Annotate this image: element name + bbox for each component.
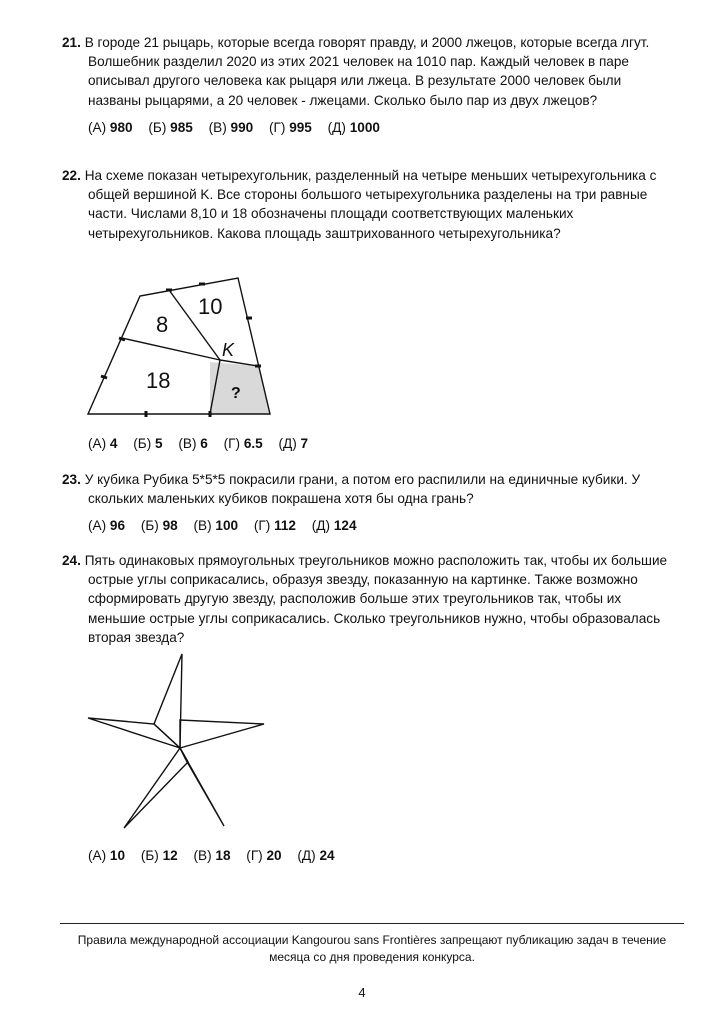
problem-24: [62, 551, 672, 647]
area-label-10: 10: [198, 294, 223, 319]
problem-text: [62, 166, 672, 243]
problem-number: 21.: [62, 35, 81, 50]
problem-statement: У кубика Рубика 5*5*5 покрасили грани, а потом его распилили на единичные кубики. У скольких маленьких кубиков покрашена хотя бы одна грань?: [84, 472, 641, 507]
option-a: (А) 980: [88, 119, 133, 135]
tick-mark: [119, 338, 125, 340]
problem-number: 24.: [62, 553, 81, 568]
option-v: (В) 18: [193, 848, 231, 863]
option-g: (Г) 995: [268, 119, 312, 135]
answer-options: [62, 516, 672, 535]
option-a: (А) 96: [88, 518, 126, 534]
option-a: (А) 4: [88, 436, 118, 451]
option-v: (В) 6: [178, 436, 208, 451]
star-figure: [84, 652, 284, 832]
problem-22: [62, 166, 672, 243]
footer-notice: Правила международной ассоциации Kangourou sans Frontières запрещают публикацию задач в течение месяца со дня проведения конкурса.: [77, 933, 667, 964]
option-d: (Д) 124: [311, 518, 357, 534]
problem-text: [62, 33, 672, 110]
option-d: (Д) 7: [278, 436, 309, 451]
page-number: 4: [358, 985, 366, 1000]
option-d: (Д) 24: [297, 848, 335, 863]
answer-options: [62, 118, 672, 137]
problem-text: [62, 470, 672, 508]
segment-k-left: [122, 338, 220, 360]
option-b: (Б) 12: [140, 848, 178, 863]
problem-statement: На схеме показан четырехугольник, разделенный на четыре меньших четырехугольника с общей вершиной K. Все стороны большого четырехугольника разделены на три равные части. Числами 8,10 и 18 обозначены площади соответствующих маленьких четырехугольников. Какова площадь заштрихованного четырехугольника?: [84, 168, 657, 241]
answer-options: [62, 434, 672, 453]
problem-22-answers: [62, 434, 672, 453]
option-g: (Г) 20: [246, 848, 282, 863]
problem-23: [62, 470, 672, 536]
problem-number: 22.: [62, 168, 81, 183]
option-b: (Б) 5: [133, 436, 163, 451]
option-a: (А) 10: [88, 848, 126, 863]
problem-24-answers: [62, 846, 672, 865]
problem-statement: Пять одинаковых прямоугольных треугольников можно расположить так, чтобы их большие острые углы соприкасались, образуя звезду, показанную на картинке. Также возможно сформировать другую звезду, расположив больше этих треугольников так, чтобы их меньшие острые углы соприкасались. Сколько треугольников нужно, чтобы образовалась вторая звезда?: [84, 553, 668, 645]
problem-21: [62, 33, 672, 137]
area-label-18: 18: [146, 368, 171, 393]
footer-divider: [60, 923, 684, 924]
problem-number: 23.: [62, 472, 81, 487]
answer-options: [62, 846, 672, 865]
option-v: (В) 990: [208, 119, 254, 135]
unknown-area-label: ?: [231, 385, 241, 402]
option-d: (Д) 1000: [327, 119, 380, 135]
problem-text: [62, 551, 672, 647]
star-triangle-lower-left: [124, 748, 188, 828]
option-g: (Г) 6.5: [223, 436, 263, 451]
option-v: (В) 100: [193, 518, 239, 534]
tick-mark: [101, 376, 107, 378]
star-triangle-left: [88, 718, 180, 748]
option-b: (Б) 985: [148, 119, 193, 135]
option-g: (Г) 112: [253, 518, 296, 534]
star-triangle-right: [180, 720, 264, 748]
star-edge: [180, 748, 188, 762]
quadrilateral-figure: [84, 274, 284, 424]
area-label-8: 8: [156, 312, 169, 337]
star-triangle-top: [154, 654, 182, 748]
vertex-label-k: K: [222, 340, 235, 360]
problem-statement: В городе 21 рыцарь, которые всегда говорят правду, и 2000 лжецов, которые всегда лгут. Волшебник разделил 2020 из этих 2021 человек на 1010 пар. Каждый человек в паре описывал другого человека как рыцаря или лжеца. В результате 2000 человек были названы рыцарями, а 20 человек - лжецами. Сколько было пар из двух лжецов?: [84, 35, 650, 108]
option-b: (Б) 98: [140, 518, 178, 534]
